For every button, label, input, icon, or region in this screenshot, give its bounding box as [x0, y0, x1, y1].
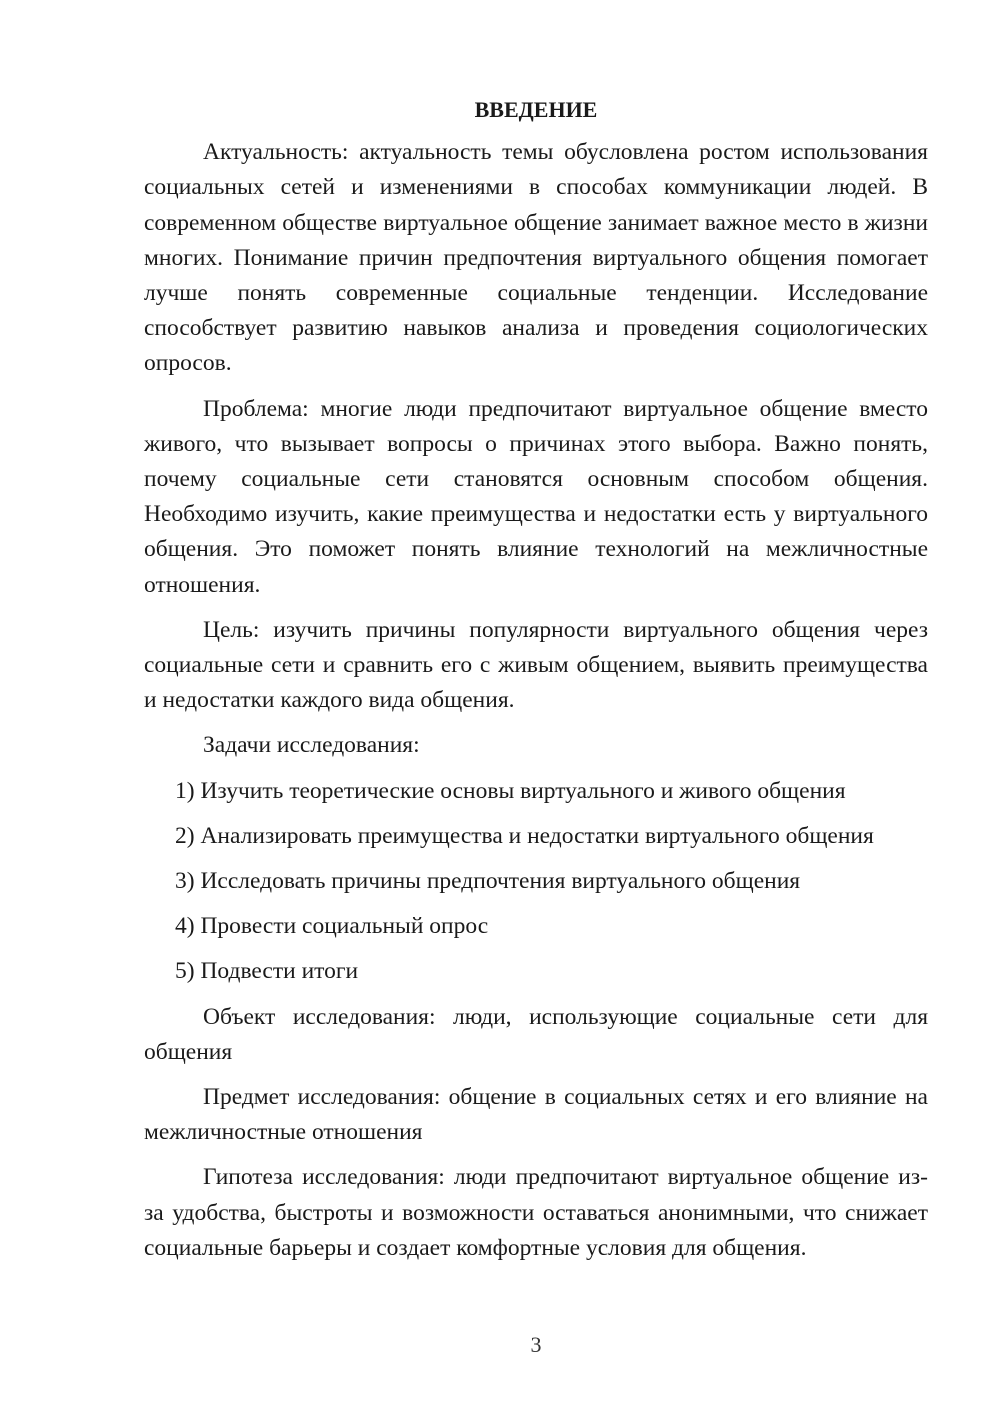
- task-item: 3) Исследовать причины предпочтения виртуального общения: [175, 868, 801, 895]
- relevance-paragraph: Актуальность: актуальность темы обусловлена ростом использования социальных сетей и изменениями в способах коммуникации людей. В современном обществе виртуальное общение занимает важное место в жизни многих. Понимание причин предпочтения виртуального общения помогает лучше понять современные социальные тенденции. Исследование способствует развитию навыков анализа и проведения социологических опросов.: [144, 139, 928, 377]
- task-item: 5) Подвести итоги: [175, 958, 359, 985]
- page-content: [144, 92, 928, 1276]
- subject-paragraph: Предмет исследования: общение в социальных сетях и его влияние на межличностные отношения: [144, 1084, 928, 1146]
- problem-paragraph: Проблема: многие люди предпочитают виртуальное общение вместо живого, что вызывает вопросы о причинах этого выбора. Важно понять, почему социальные сети становятся основным способом общения. Необходимо изучить, какие преимущества и недостатки есть у виртуального общения. Это поможет понять влияние технологий на межличностные отношения.: [144, 395, 928, 598]
- page-title: ВВЕДЕНИЕ: [474, 97, 598, 122]
- object-paragraph: Объект исследования: люди, использующие социальные сети для общения: [144, 1003, 928, 1065]
- tasks-list: [144, 774, 928, 990]
- tasks-heading: Задачи исследования:: [203, 732, 420, 759]
- page-number: 3: [530, 1332, 542, 1357]
- task-item: 4) Провести социальный опрос: [175, 913, 489, 940]
- goal-paragraph: Цель: изучить причины популярности виртуального общения через социальные сети и сравнить его с живым общением, выявить преимущества и недостатки каждого вида общения.: [144, 616, 928, 714]
- hypothesis-paragraph: Гипотеза исследования: люди предпочитают виртуальное общение из-за удобства, быстроты и возможности оставаться анонимными, что снижает социальные барьеры и создает комфортные условия для общения.: [144, 1164, 928, 1261]
- task-item: 2) Анализировать преимущества и недостатки виртуального общения: [175, 822, 874, 849]
- task-item: 1) Изучить теоретические основы виртуального и живого общения: [175, 777, 846, 804]
